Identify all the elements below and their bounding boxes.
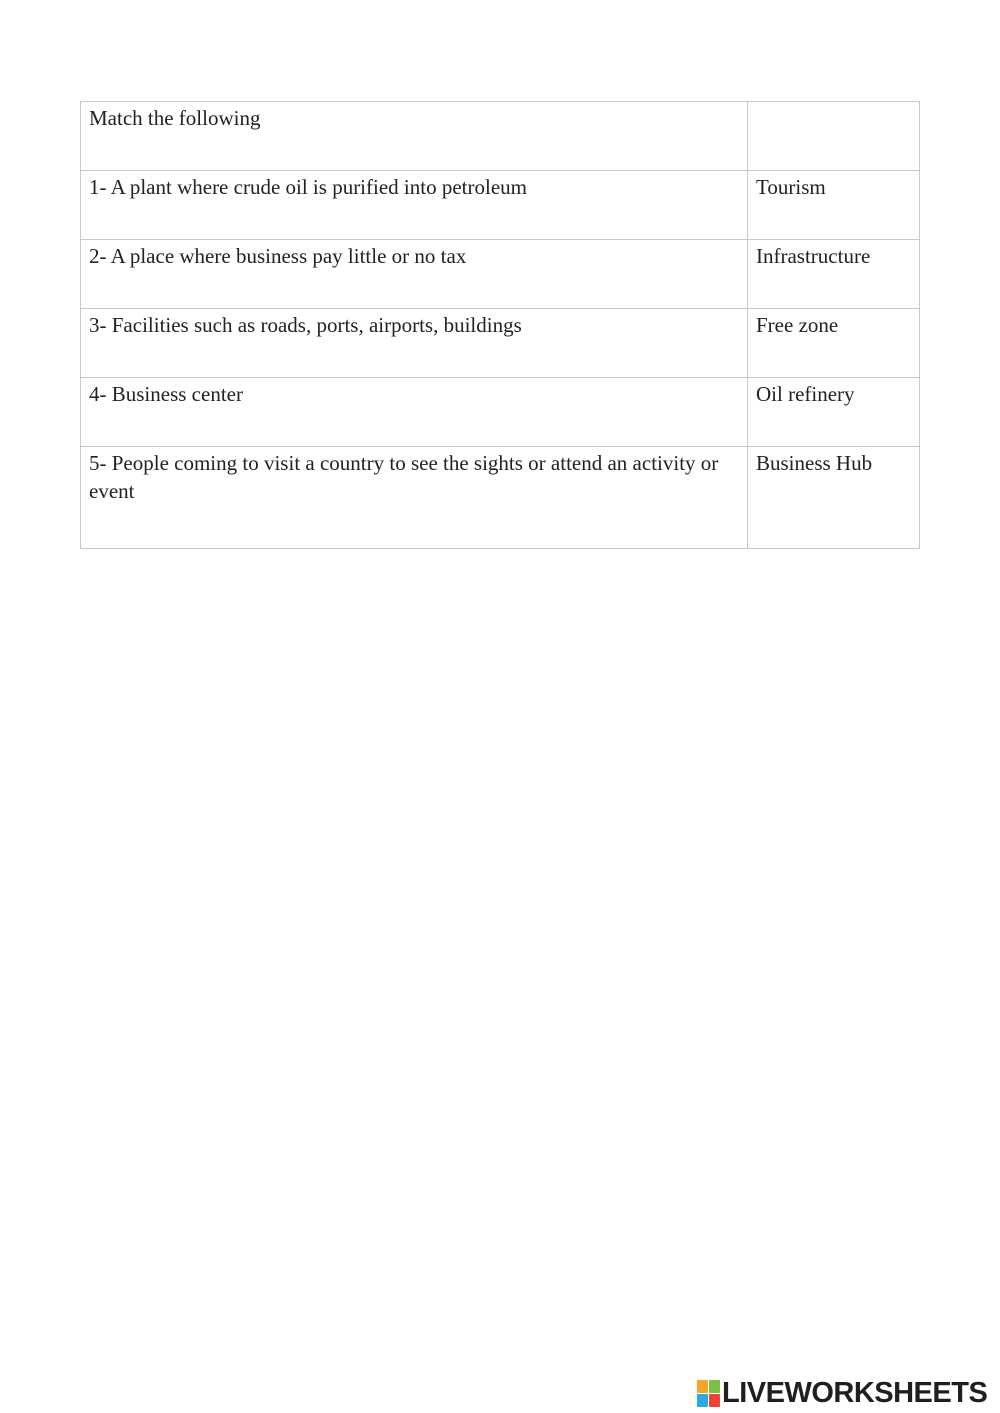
logo-square (709, 1380, 720, 1393)
heading-empty-cell (748, 102, 920, 171)
definition-cell: 3- Facilities such as roads, ports, airports, buildings (81, 309, 748, 378)
logo-square (697, 1380, 708, 1393)
term-cell: Infrastructure (748, 240, 920, 309)
liveworksheets-watermark (697, 1378, 987, 1408)
term-cell: Business Hub (748, 447, 920, 549)
table-row (81, 309, 920, 378)
definition-cell: 4- Business center (81, 378, 748, 447)
table-row (81, 171, 920, 240)
table-row (81, 102, 920, 171)
term-cell: Free zone (748, 309, 920, 378)
definition-cell: 2- A place where business pay little or no tax (81, 240, 748, 309)
table-row (81, 240, 920, 309)
logo-square (709, 1394, 720, 1407)
logo-square (697, 1394, 708, 1407)
matching-table (80, 101, 920, 549)
table-row (81, 447, 920, 549)
liveworksheets-logo-icon (697, 1380, 720, 1407)
definition-cell: 1- A plant where crude oil is purified into petroleum (81, 171, 748, 240)
table-row (81, 378, 920, 447)
brand-name: LIVEWORKSHEETS (722, 1377, 988, 1409)
term-cell: Tourism (748, 171, 920, 240)
term-cell: Oil refinery (748, 378, 920, 447)
definition-cell: 5- People coming to visit a country to see the sights or attend an activity or event (81, 447, 748, 549)
instruction-heading: Match the following (81, 102, 748, 171)
